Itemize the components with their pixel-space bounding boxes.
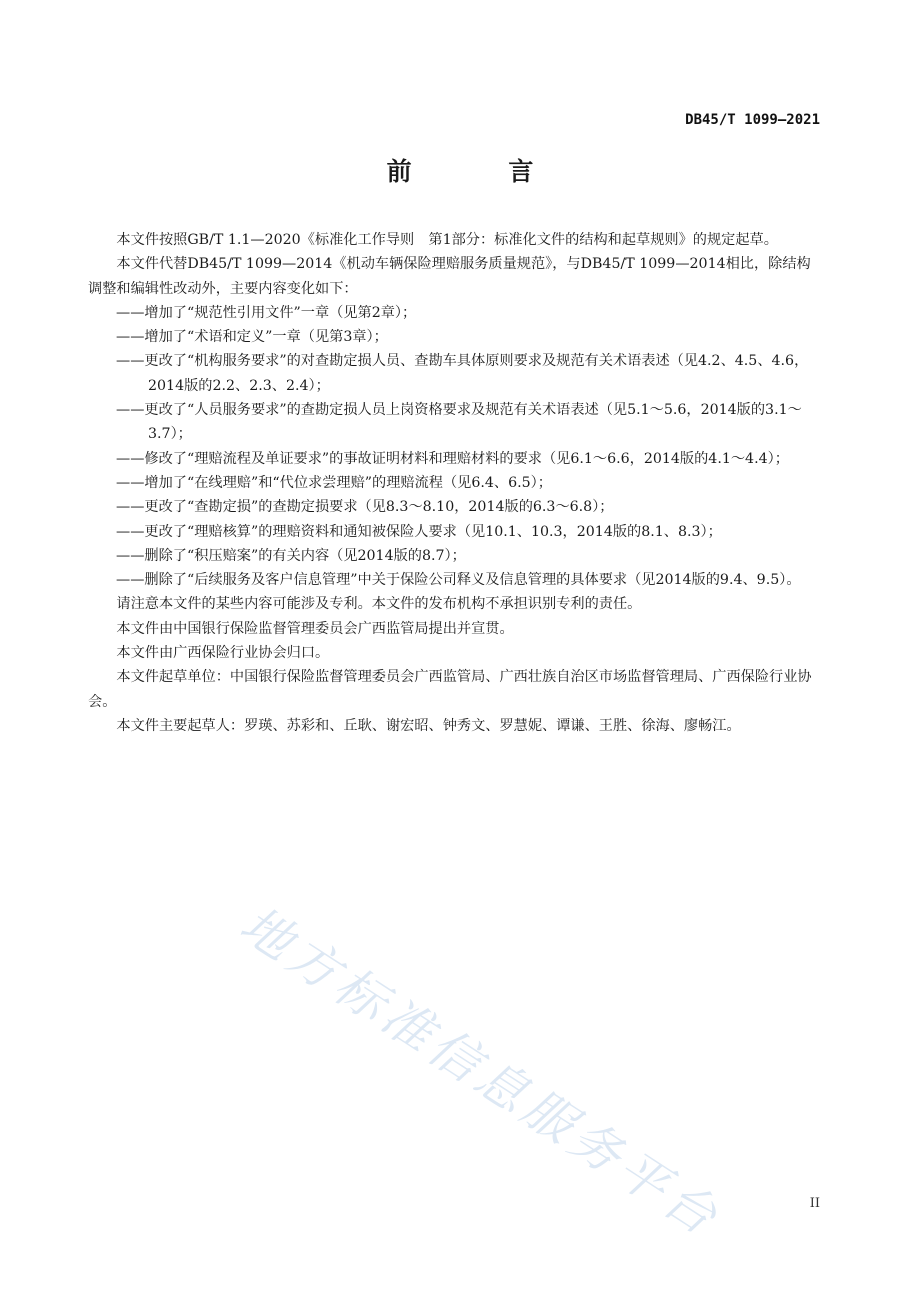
watermark: 地方标准信息服务平台 bbox=[230, 895, 732, 1249]
change-list-item: ——更改了“人员服务要求”的查勘定损人员上岗资格要求及规范有关术语表述（见5.1～5.6，2014版的3.1～3.7）； bbox=[116, 402, 802, 443]
change-list-item: ——删除了“积压赔案”的有关内容（见2014版的8.7）； bbox=[116, 547, 466, 564]
paragraph: 本文件由广西保险行业协会归口。 bbox=[116, 645, 330, 662]
paragraph: 本文件按照GB/T 1.1—2020《标准化工作导则 第1部分：标准化文件的结构和起草规则》的规定起草。 bbox=[116, 232, 778, 248]
change-list-item: ——更改了“理赔核算”的理赔资料和通知被保险人要求（见10.1、10.3，2014版的8.1、8.3）； bbox=[116, 523, 722, 540]
change-list-item: ——增加了“在线理赔”和“代位求尝理赔”的理赔流程（见6.4、6.5）； bbox=[116, 474, 552, 491]
page-title: 前 言 bbox=[386, 157, 578, 186]
document-body bbox=[88, 228, 814, 738]
change-list-item: ——修改了“理赔流程及单证要求”的事故证明材料和理赔材料的要求（见6.1～6.6，2014版的4.1～4.4）； bbox=[116, 450, 789, 467]
page-number: II bbox=[809, 1196, 820, 1211]
paragraph: 本文件由中国银行保险监督管理委员会广西监管局提出并宣贯。 bbox=[116, 620, 514, 637]
document-code: DB45/T 1099—2021 bbox=[685, 112, 820, 128]
change-list-item: ——删除了“后续服务及客户信息管理”中关于保险公司释义及信息管理的具体要求（见2014版的9.4、9.5）。 bbox=[116, 572, 801, 589]
paragraph: 本文件起草单位：中国银行保险监督管理委员会广西监管局、广西壮族自治区市场监督管理局、广西保险行业协会。 bbox=[88, 669, 812, 710]
change-list-item: ——增加了“术语和定义”一章（见第3章）； bbox=[116, 329, 388, 346]
change-list-item: ——更改了“查勘定损”的查勘定损要求（见8.3～8.10，2014版的6.3～6.8）； bbox=[116, 499, 614, 516]
paragraph: 本文件代替DB45/T 1099—2014《机动车辆保险理赔服务质量规范》，与DB45/T 1099—2014相比，除结构调整和编辑性改动外，主要内容变化如下： bbox=[88, 256, 811, 297]
paragraph: 请注意本文件的某些内容可能涉及专利。本文件的发布机构不承担识别专利的责任。 bbox=[116, 596, 642, 613]
paragraph: 本文件主要起草人：罗瑛、苏彩和、丘耿、谢宏昭、钟秀文、罗慧妮、谭谦、王胜、徐海、廖畅江。 bbox=[116, 717, 741, 734]
change-list-item: ——增加了“规范性引用文件”一章（见第2章）； bbox=[116, 304, 417, 321]
change-list-item: ——更改了“机构服务要求”的对查勘定损人员、查勘车具体原则要求及规范有关术语表述（见4.2、4.5、4.6，2014版的2.2、2.3、2.4）； bbox=[116, 353, 809, 394]
